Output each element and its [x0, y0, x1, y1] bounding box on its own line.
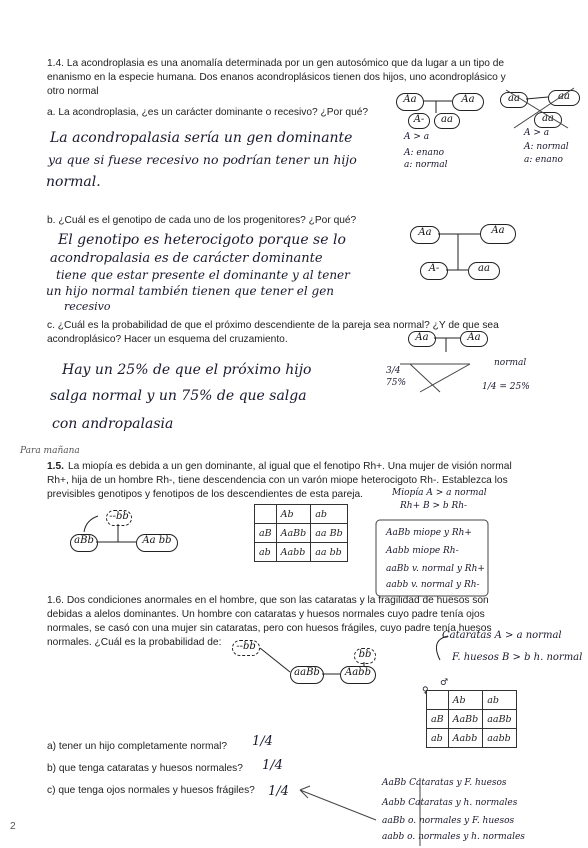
q14-title-line-1: 1.4. La acondroplasia es una anomalía determinada por un gen autosómico que da lugar a un tipo de	[47, 58, 505, 69]
q16-punnett-cell: aabb	[483, 729, 516, 748]
q14c-normal-note: normal	[494, 358, 527, 368]
q15-parent-2: Aa bb	[136, 534, 178, 552]
q14b-parent-1: Aa	[410, 226, 440, 244]
q14a-legend-3: a: normal	[404, 160, 448, 170]
q15-legend-2: Rh+ B > b Rh-	[400, 501, 468, 511]
q16-grandparent-1: --bb	[232, 640, 260, 656]
q16-punnett-header: Ab	[448, 691, 483, 710]
q16-result: aaBb o. normales y F. huesos	[382, 816, 515, 826]
q14a-answer-line-2: ya que si fuese recesivo no podrían tener un hijo	[48, 152, 357, 167]
q15-punnett-cell: aa bb	[311, 543, 347, 562]
q16-punnett-cell: Aabb	[448, 729, 483, 748]
q14b-answer-line-1: El genotipo es heterocigoto porque se lo	[58, 232, 346, 248]
q14a-legend-5: A: normal	[524, 142, 569, 152]
q16b-answer: 1/4	[262, 758, 283, 773]
q14c-question-line-1: c. ¿Cuál es la probabilidad de que el próximo descendiente de la pareja sea normal? ¿Y de que sea	[47, 320, 499, 331]
q16-legend-2: F. huesos B > b h. normal	[452, 652, 583, 663]
q16-punnett-cell: AaBb	[448, 710, 483, 729]
q15-title-line-3: previsibles genotipos y fenotipos de los descendientes de esta pareja.	[47, 489, 364, 500]
q15-punnett-row-label: ab	[255, 543, 277, 562]
q14a-question: a. La acondroplasia, ¿es un carácter dominante o recesivo? ¿Por qué?	[47, 107, 369, 118]
page-number: 2	[10, 821, 16, 832]
q16-result: aabb o. normales y h. normales	[382, 832, 525, 842]
q14a-child-2: aa	[434, 113, 460, 129]
q16-title-line-1: 1.6. Dos condiciones anormales en el hombre, que son las cataratas y la fragilidad de huesos son	[47, 595, 489, 606]
q14a-parent-1: Aa	[396, 93, 424, 111]
q16-punnett-row-label: ab	[427, 729, 449, 748]
q16-punnett-header: ab	[483, 691, 516, 710]
q16-punnett-female: ♀	[422, 686, 429, 696]
q16-parent-1: aaBb	[290, 666, 324, 684]
q15-title-line-1: La miopía es debida a un gen dominante, al igual que el fenotipo Rh+. Una mujer de visión normal	[68, 461, 512, 472]
q14a-answer-line-3: normal.	[46, 174, 101, 190]
q14a-crossed-child: aa	[534, 112, 562, 128]
q14a-crossed-parent-1: aa	[500, 92, 528, 108]
q15-result: Aabb miope Rh-	[386, 546, 459, 556]
q16-punnett-cell: aaBb	[483, 710, 516, 729]
q14a-legend-6: a: enano	[524, 155, 563, 165]
q15-result: aabb v. normal y Rh-	[386, 580, 480, 590]
q15-punnett-header: Ab	[276, 505, 311, 524]
q15-title-line-2: Rh+, hija de un hombre Rh-, tiene descendencia con un varón miope heterocigoto Rh-. Establezca los	[47, 475, 508, 486]
q16-title-line-4: normales. ¿Cuál es la probabilidad de:	[47, 637, 222, 648]
q14b-parent-2: Aa	[480, 224, 516, 244]
q14c-answer-line-1: Hay un 25% de que el próximo hijo	[62, 362, 312, 378]
q14b-child-1: A-	[420, 262, 448, 280]
q16c-answer: 1/4	[268, 784, 289, 799]
q15-number: 1.5.	[47, 461, 64, 472]
q16a-answer: 1/4	[252, 734, 273, 749]
q15-punnett-cell: AaBb	[276, 524, 311, 543]
q15-punnett-cell: Aabb	[276, 543, 311, 562]
q16-punnett-row-label: aB	[427, 710, 449, 729]
q15-punnett-header: ab	[311, 505, 347, 524]
q16-title-line-3: normales, se casó con una mujer sin cataratas, pero con huesos frágiles, cuyo padre tenía huesos	[47, 623, 492, 634]
q14c-question-line-2: acondroplásico? Hacer un esquema del cruzamiento.	[47, 334, 288, 345]
q14c-parent-2: Aa	[460, 331, 488, 347]
q16b-question: b) que tenga cataratas y huesos normales?	[47, 763, 243, 774]
q14c-answer-line-2: salga normal y un 75% de que salga	[50, 388, 307, 404]
q14a-crossed-parent-2: aa	[548, 90, 580, 106]
q16-legend-1: Cataratas A > a normal	[442, 630, 562, 641]
q14b-child-2: aa	[468, 262, 500, 280]
q14b-answer-line-4: un hijo normal también tienen que tener el gen	[46, 284, 335, 298]
q14a-legend-1: A > a	[404, 132, 430, 142]
q16c-question: c) que tenga ojos normales y huesos frágiles?	[47, 785, 255, 796]
q14a-parent-2: Aa	[452, 93, 484, 111]
q14a-legend-2: A: enano	[404, 148, 445, 158]
q15-punnett-row-label: aB	[255, 524, 277, 543]
q14a-legend-4: A > a	[524, 128, 550, 138]
q16-title-line-2: debidas a alelos dominantes. Un hombre con cataratas y huesos normales cuyo padre tenía ojos	[47, 609, 485, 620]
q15-margin-note: Para mañana	[20, 446, 80, 456]
q14-title-line-2: enanismo en la especie humana. Dos enanos acondroplásicos tienen dos hijos, uno acondroplásico y	[47, 72, 506, 83]
q15-parent-1: aBb	[70, 534, 98, 552]
q16-parent-2: Aabb	[340, 666, 376, 684]
q16-punnett-male: ♂	[440, 678, 449, 688]
q14-title-line-3: otro normal	[47, 86, 99, 97]
q14a-child-1: A-	[408, 113, 430, 129]
q15-result: AaBb miope y Rh+	[386, 528, 472, 538]
q16a-question: a) tener un hijo completamente normal?	[47, 741, 228, 752]
q14b-question: b. ¿Cuál es el genotipo de cada uno de los progenitores? ¿Por qué?	[47, 215, 357, 226]
q14c-quarter: 1/4 = 25%	[482, 382, 530, 392]
q14c-parent-1: Aa	[408, 331, 436, 347]
q14c-fraction: 3/4	[386, 366, 401, 376]
q15-result: aaBb v. normal y Rh+	[386, 564, 485, 574]
q16-result: Aabb Cataratas y h. normales	[382, 798, 518, 808]
q14a-answer-line-1: La acondropalasia sería un gen dominante	[50, 130, 353, 146]
q15-grandparent: --bb	[106, 510, 132, 526]
q14b-answer-line-3: tiene que estar presente el dominante y al tener	[56, 268, 350, 282]
q14b-answer-line-2: acondropalasia es de carácter dominante	[50, 251, 323, 266]
q14c-answer-line-3: con andropalasia	[52, 416, 174, 432]
q15-punnett-cell: aa Bb	[311, 524, 347, 543]
q15-legend-1: Miopía A > a normal	[392, 488, 487, 498]
q16-result: AaBb Cataratas y F. huesos	[382, 778, 507, 788]
q14c-percent: 75%	[386, 378, 407, 388]
q14b-answer-line-5: recesivo	[64, 300, 111, 313]
q16-grandparent-2: bb	[354, 648, 376, 664]
